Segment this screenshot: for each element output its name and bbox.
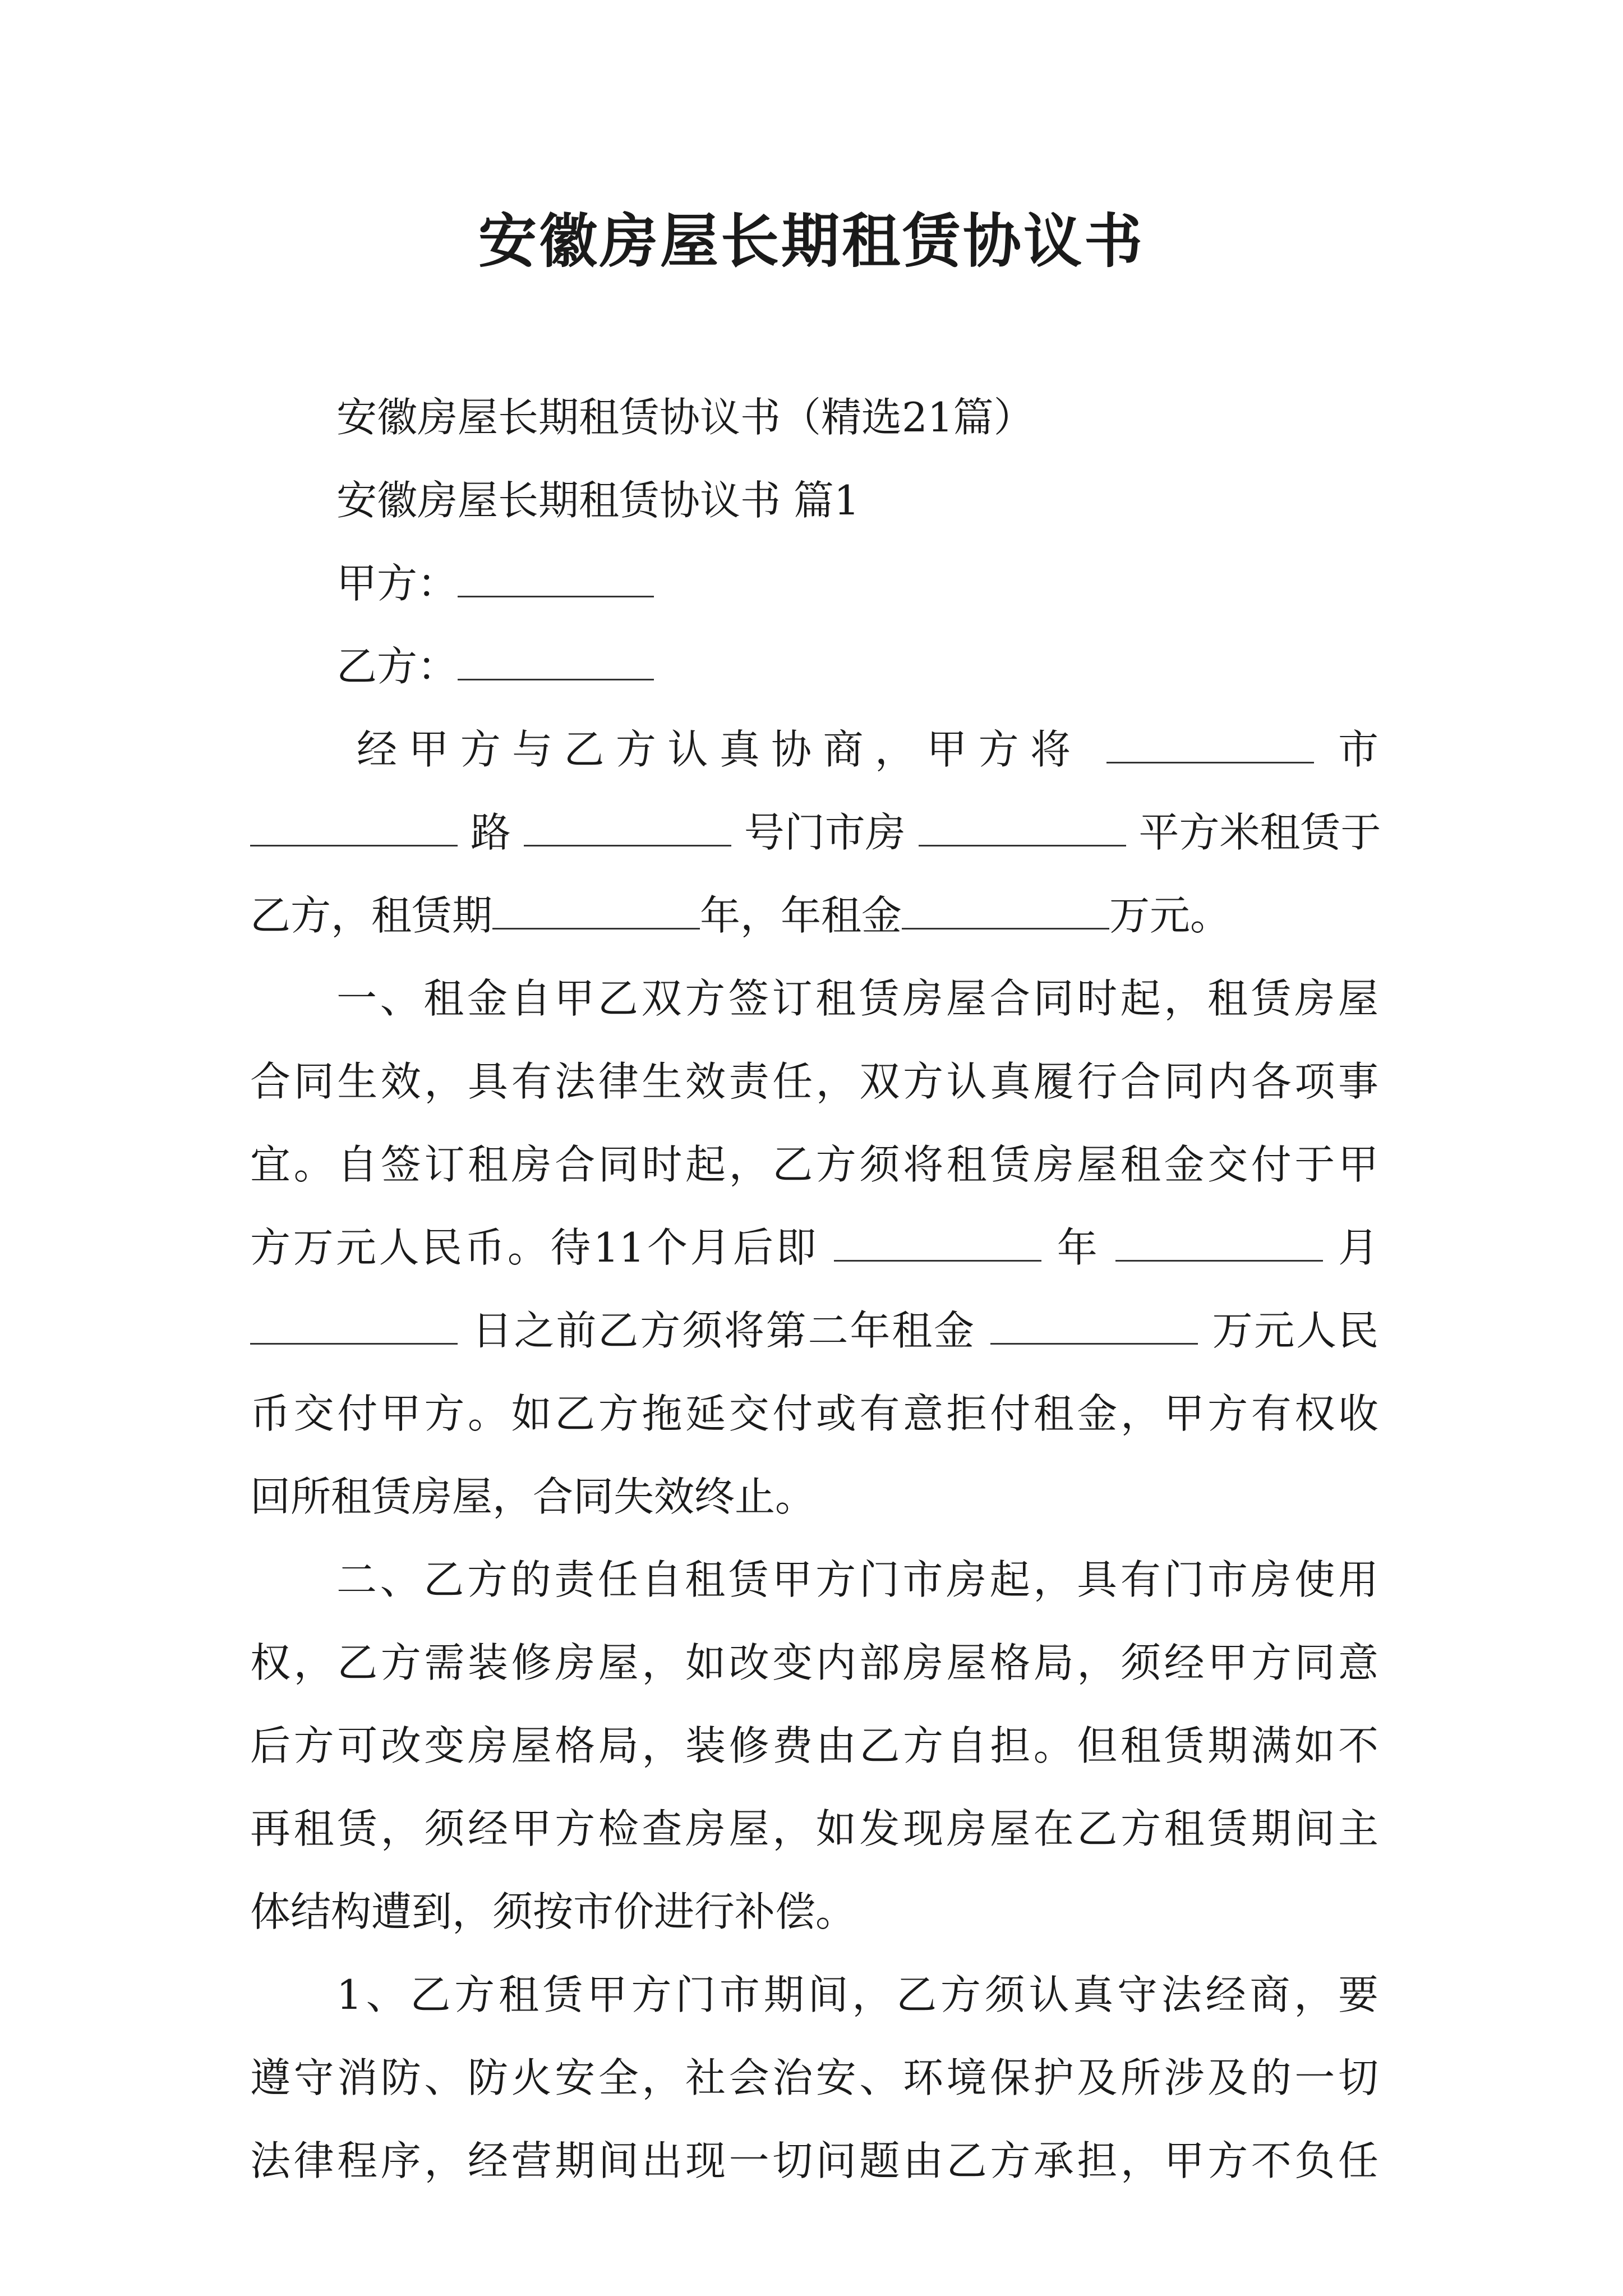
party-b-label: 乙方： [336, 643, 458, 690]
party-b-line [250, 625, 1378, 708]
blank [250, 1306, 458, 1345]
intro-text: 路 [470, 809, 511, 856]
blank [990, 1306, 1198, 1345]
blank [1106, 725, 1314, 763]
intro-text: 号门市房 [744, 809, 906, 856]
intro-text: 平方米租赁于 [1138, 809, 1381, 856]
clause-text: 方万元人民币。待11个月后即 [250, 1224, 819, 1271]
intro-text: 年，年租金 [700, 892, 902, 939]
intro-line-1 [250, 708, 1378, 791]
clause2-line: 后方可改变房屋格局，装修费由乙方自担。但租赁期满如不 [250, 1722, 1378, 1769]
clause2-1-line: 法律程序，经营期间出现一切问题由乙方承担，甲方不负任 [250, 2137, 1378, 2184]
intro-text: 市 [1338, 726, 1378, 773]
blank [524, 808, 731, 846]
party-a-blank [458, 559, 654, 597]
intro-text: 经甲方与乙方认真协商，甲方将 [357, 726, 1082, 773]
clause1-line: 一、租金自甲乙双方签订租赁房屋合同时起，租赁房屋 [336, 975, 1378, 1022]
clause2-1-line: 1、乙方租赁甲方门市期间，乙方须认真守法经商，要 [336, 1971, 1378, 2018]
blank [250, 808, 458, 846]
blank [919, 808, 1126, 846]
subtitle: 安徽房屋长期租赁协议书（精选21篇） [336, 394, 1034, 441]
clause1-line: 宜。自签订租房合同时起，乙方须将租赁房屋租金交付于甲 [250, 1141, 1378, 1188]
clause-text: 日之前乙方须将第二年租金 [472, 1307, 976, 1354]
section-heading: 安徽房屋长期租赁协议书 篇1 [336, 477, 860, 524]
intro-text: 万元。 [1109, 892, 1231, 939]
document-title: 安徽房屋长期租赁协议书 [478, 206, 1145, 275]
blank [834, 1223, 1041, 1262]
party-b-blank [458, 642, 654, 680]
blank [492, 891, 700, 930]
clause1-line: 回所租赁房屋，合同失效终止。 [250, 1473, 816, 1520]
blank [902, 891, 1109, 930]
party-a-line [250, 542, 1378, 625]
clause1-line [250, 1289, 1378, 1372]
intro-line-2 [250, 791, 1381, 874]
clause2-line: 再租赁，须经甲方检查房屋，如发现房屋在乙方租赁期间主 [250, 1805, 1378, 1852]
blank [1115, 1223, 1323, 1262]
party-a-label: 甲方： [336, 560, 458, 607]
clause2-line: 二、乙方的责任自租赁甲方门市房起，具有门市房使用 [336, 1556, 1378, 1603]
clause2-line: 体结构遭到，须按市价进行补偿。 [250, 1888, 856, 1935]
intro-line-3 [250, 874, 1378, 957]
clause2-line: 权，乙方需装修房屋，如改变内部房屋格局，须经甲方同意 [250, 1639, 1378, 1686]
document-body [250, 376, 1381, 2202]
clause-text: 月 [1338, 1224, 1378, 1271]
clause2-1-line: 遵守消防、防火安全，社会治安、环境保护及所涉及的一切 [250, 2054, 1378, 2101]
clause-text: 万元人民 [1212, 1307, 1379, 1354]
clause-text: 年 [1057, 1224, 1100, 1271]
clause1-line [250, 1206, 1378, 1289]
intro-text: 乙方，租赁期 [250, 892, 493, 939]
clause1-line: 合同生效，具有法律生效责任，双方认真履行合同内各项事 [250, 1058, 1378, 1105]
clause1-line: 币交付甲方。如乙方拖延交付或有意拒付租金，甲方有权收 [250, 1390, 1378, 1437]
